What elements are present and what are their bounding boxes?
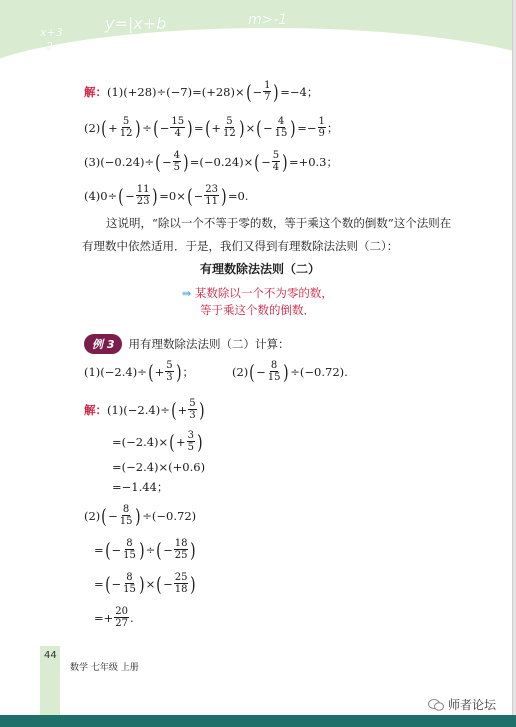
example-heading: 例 3 用有理数除法法则（二）计算： [84, 334, 289, 354]
solution-1-line-1: 解： (1) (−2.4)÷ ( + $\frac{5}{3}$ ) [84, 397, 205, 422]
header-handwriting: x+3 [40, 26, 63, 39]
solution-2-line-3: = ( − $\frac{8}{15}$ ) × ( − $\frac{25}{18}$ ) [94, 571, 197, 596]
solution-line-4: (4) 0÷ ( − $\frac{11}{23}$ ) =0× ( − $\frac{23}{11}$ ) =0. [84, 183, 249, 208]
solution-line-1: 解： (1) (+28)÷(−7)=(+28)× ( − $\frac{1}{7}$ ) =−4； [84, 79, 319, 104]
solution-line-2: (2) ( + $\frac{5}{12}$ ) ÷ ( − $\frac{15}{4}$ ) = ( + $\frac{5}{12}$ ) × ( − $\frac{4}{15}$ ) =− $\frac{1}{9}$ ； [84, 115, 339, 140]
rule-line-2: 等于乘这个数的倒数． [200, 303, 315, 317]
wechat-icon [428, 699, 444, 711]
bottom-bar [0, 715, 516, 727]
solution-1-line-2: =(−2.4)× ( + $\frac{3}{5}$ ) [112, 429, 203, 454]
solution-2-line-4: =+ $\frac{20}{27}$ . [94, 606, 134, 629]
rule-line-1: ⇛ 某数除以一个不为零的数， [182, 286, 333, 300]
solution-1-line-3: =(−2.4)×(+0.6) [112, 460, 206, 474]
example-badge: 例 3 [84, 334, 122, 354]
decorative-header [0, 0, 512, 66]
solution-2-line-1: (2) ( − $\frac{8}{15}$ ) ÷(−0.72) [84, 503, 197, 528]
solution-line-3: (3) (−0.24)÷ ( − $\frac{4}{5}$ ) =(−0.24)× ( − $\frac{5}{4}$ ) =+0.3； [84, 149, 338, 174]
solution-1-line-4: =−1.44； [112, 480, 169, 494]
question-1: (1) (−2.4)÷ ( + $\frac{5}{3}$ ) ； [84, 359, 194, 384]
header-handwriting: m>-1 [248, 12, 288, 28]
paragraph: 这说明，“除以一个不等于零的数，等于乘这个数的倒数”这个法则在有理数中依然适用．于是，我们又得到有理数除法法则（二）： [82, 216, 452, 253]
header-handwriting: y=|x+b [105, 14, 167, 33]
watermark: 师者论坛 [428, 696, 496, 713]
page-number: 44 [44, 650, 57, 661]
question-2: (2) ( − $\frac{8}{15}$ ) ÷(−0.72). [232, 359, 348, 384]
double-arrow-icon: ⇛ [182, 287, 192, 300]
header-handwriting: 2 [46, 40, 53, 53]
solution-2-line-2: = ( − $\frac{8}{15}$ ) ÷ ( − $\frac{18}{25}$ ) [94, 537, 197, 562]
rule-title: 有理数除法法则（二） [200, 262, 321, 276]
book-title: 数学 七年级 上册 [70, 663, 139, 673]
